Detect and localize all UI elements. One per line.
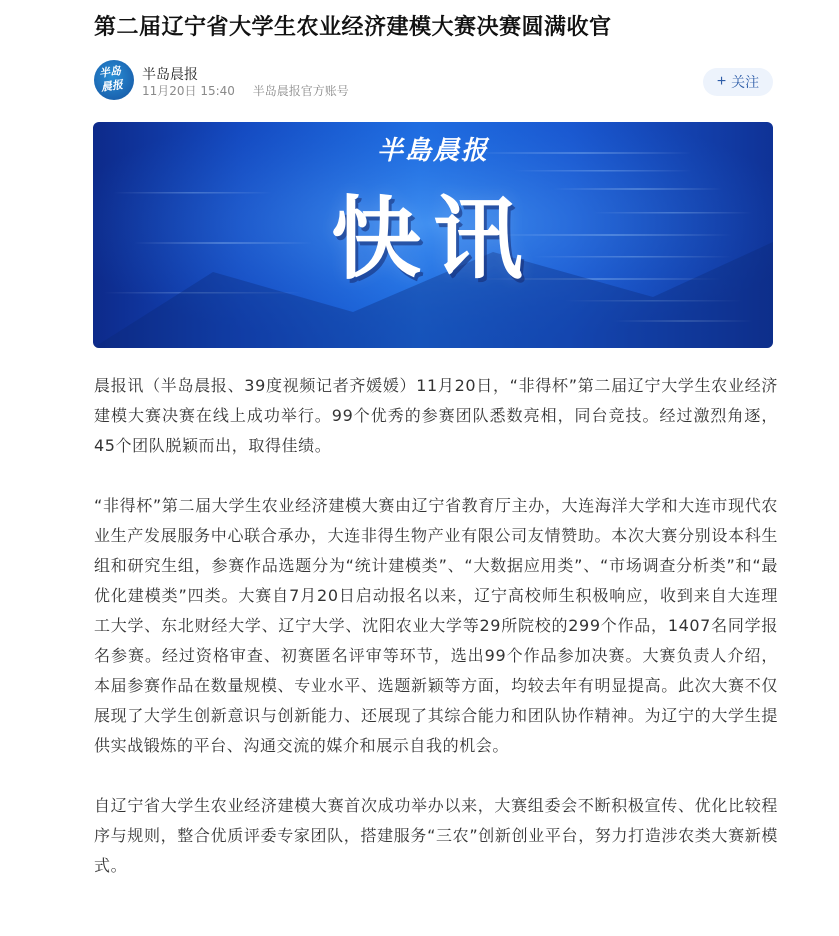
account-type: 半岛晨报官方账号 [252, 84, 349, 98]
news-flash-banner [93, 122, 773, 348]
banner-brand-logo: 半島晨报 [376, 136, 489, 166]
banner-headline: 快讯 [331, 187, 535, 292]
article-title: 第二届辽宁省大学生农业经济建模大赛决赛圆满收官 [94, 15, 612, 40]
publish-time: 11月20日 15:40 [142, 84, 235, 98]
article-paragraph: “非得杯”第二届大学生农业经济建模大赛由辽宁省教育厅主办，大连海洋大学和大连市现代农业生产发展服务中心联合承办，大连非得生物产业有限公司友情赞助。本次大赛分别设本科生组和研究生组，参赛作品选题分为“统计建模类”、“大数据应用类”、“市场调查分析类”和“最优化建模类”四类。大赛自7月20日启动报名以来，辽宁高校师生积极响应，收到来自大连理工大学、东北财经大学、辽宁大学、沈阳农业大学等29所院校的299个作品，1407名同学报名参赛。经过资格审查、初赛匿名评审等环节，选出99个作品参加决赛。大赛负责人介绍，本届参赛作品在数量规模、专业水平、选题新颖等方面，均较去年有明显提高。此次大赛不仅展现了大学生创新意识与创新能力、还展现了其综合能力和团队协作精神。为辽宁的大学生提供实战锻炼的平台、沟通交流的媒介和展示自我的机会。 [94, 496, 778, 755]
author-name[interactable]: 半岛晨报 [142, 67, 198, 83]
avatar-logo-text: 半岛晨报 [98, 64, 124, 94]
follow-label: 关注 [731, 74, 760, 90]
follow-button[interactable] [703, 68, 773, 96]
plus-icon: + [716, 73, 727, 90]
avatar[interactable] [94, 60, 134, 100]
article-body [94, 371, 778, 911]
author-bar [94, 60, 773, 104]
author-meta [142, 82, 349, 99]
article-paragraph: 自辽宁省大学生农业经济建模大赛首次成功举办以来，大赛组委会不断积极宣传、优化比较程序与规则，整合优质评委专家团队，搭建服务“三农”创新创业平台，努力打造涉农类大赛新模式。 [94, 796, 778, 875]
article-paragraph: 晨报讯（半岛晨报、39度视频记者齐媛媛）11月20日，“非得杯”第二届辽宁大学生农业经济建模大赛决赛在线上成功举行。99个优秀的参赛团队悉数亮相，同台竞技。经过激烈角逐，45个团队脱颖而出，取得佳绩。 [94, 376, 778, 455]
